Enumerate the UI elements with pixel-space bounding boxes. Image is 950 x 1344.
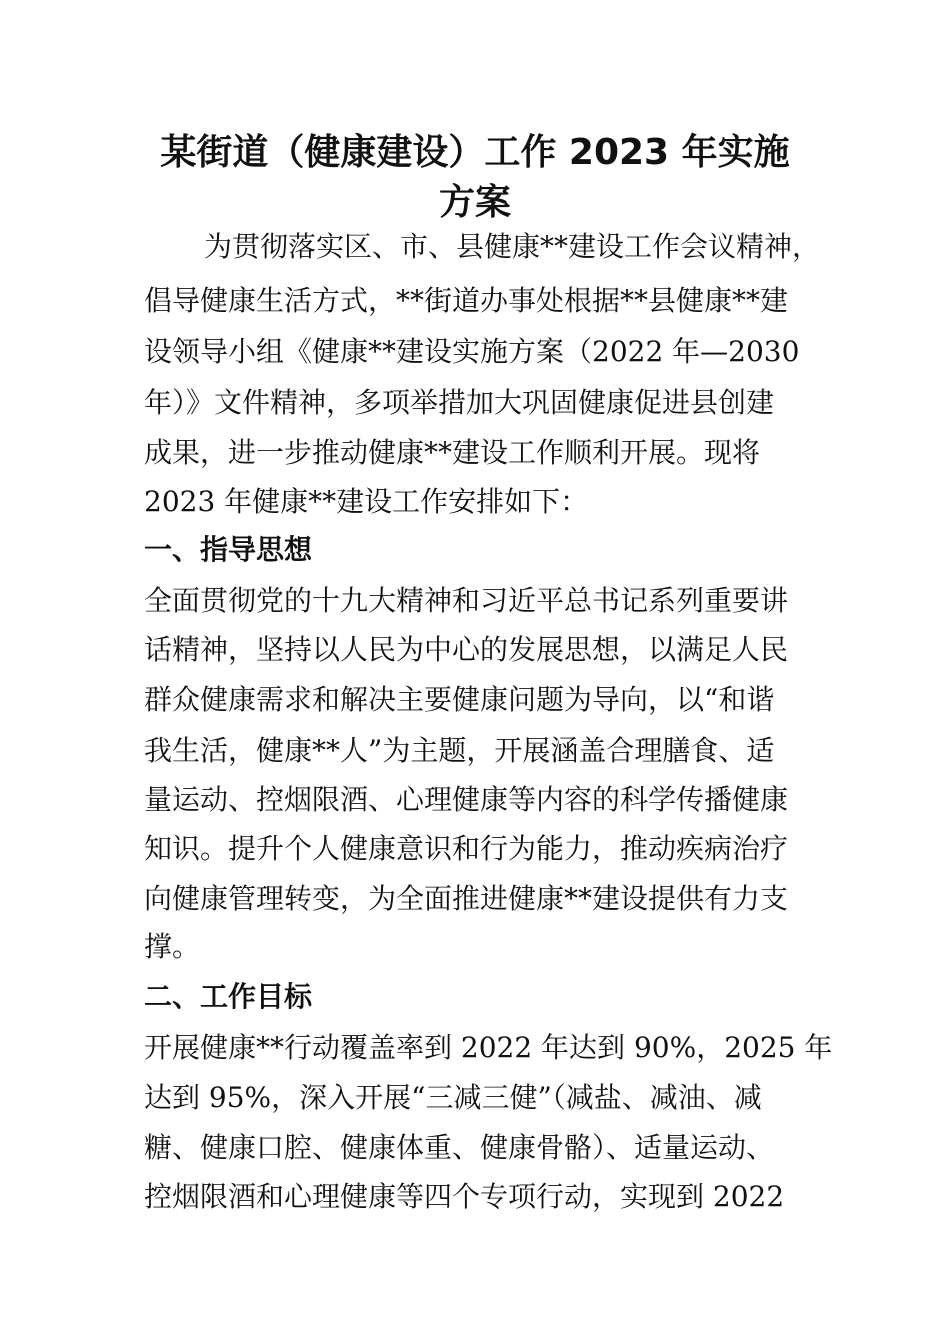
intro-line: 年）》文件精神，多项举措加大巩固健康促进县创建 bbox=[144, 386, 775, 419]
intro-line: 为贯彻落实区、市、县健康**建设工作会议精神， bbox=[204, 230, 821, 263]
body-line: 开展健康**行动覆盖率到 2022 年达到 90%，2025 年 bbox=[144, 1031, 833, 1064]
body-line: 全面贯彻党的十九大精神和习近平总书记系列重要讲 bbox=[144, 584, 789, 617]
body-line: 达到 95%，深入开展“三减三健”（减盐、减油、减 bbox=[144, 1081, 762, 1114]
document-title-line-1: 某街道（健康建设）工作 2023 年实施 bbox=[160, 132, 790, 173]
body-line: 话精神，坚持以人民为中心的发展思想，以满足人民 bbox=[144, 633, 789, 666]
intro-line: 2023 年健康**建设工作安排如下： bbox=[144, 485, 589, 518]
body-line: 向健康管理转变，为全面推进健康**建设提供有力支 bbox=[144, 882, 789, 915]
intro-line: 设领导小组《健康**建设实施方案（2022 年—2030 bbox=[144, 335, 800, 368]
document-title-line-2: 方案 bbox=[438, 182, 511, 223]
body-line: 知识。提升个人健康意识和行为能力，推动疾病治疗 bbox=[144, 832, 789, 865]
intro-line: 成果，进一步推动健康**建设工作顺利开展。现将 bbox=[144, 436, 761, 469]
body-line: 量运动、控烟限酒、心理健康等内容的科学传播健康 bbox=[144, 783, 789, 816]
body-line: 群众健康需求和解决主要健康问题为导向，以“和谐 bbox=[144, 683, 775, 716]
body-line: 我生活，健康**人”为主题，开展涵盖合理膳食、适 bbox=[144, 734, 775, 767]
body-line: 糖、健康口腔、健康体重、健康骨骼）、适量运动、 bbox=[144, 1131, 775, 1164]
intro-line: 倡导健康生活方式，**街道办事处根据**县健康**建 bbox=[144, 284, 789, 317]
body-line: 控烟限酒和心理健康等四个专项行动，实现到 2022 bbox=[144, 1180, 785, 1213]
body-line: 撑。 bbox=[144, 930, 201, 963]
section-heading-work-goals: 二、工作目标 bbox=[144, 980, 313, 1013]
section-heading-guiding-thought: 一、指导思想 bbox=[144, 533, 313, 566]
